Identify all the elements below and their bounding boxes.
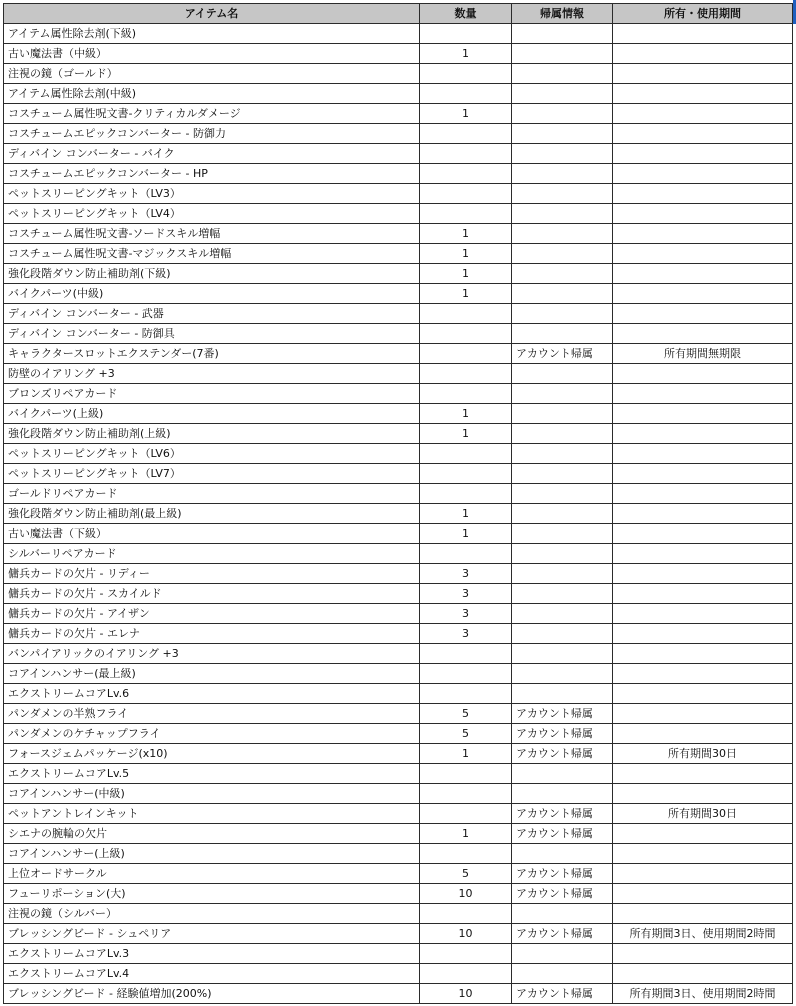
quantity-cell bbox=[420, 964, 512, 984]
item-name-cell: 上位オードサークル bbox=[4, 864, 420, 884]
binding-info-cell bbox=[512, 244, 613, 264]
ownership-period-cell bbox=[613, 784, 793, 804]
quantity-cell bbox=[420, 24, 512, 44]
table-header-row bbox=[4, 4, 793, 24]
quantity-cell: 5 bbox=[420, 704, 512, 724]
table-row bbox=[4, 504, 793, 524]
quantity-cell: 1 bbox=[420, 824, 512, 844]
quantity-cell bbox=[420, 384, 512, 404]
quantity-cell bbox=[420, 804, 512, 824]
binding-info-cell bbox=[512, 844, 613, 864]
item-name-cell: シルバーリペアカード bbox=[4, 544, 420, 564]
binding-info-cell bbox=[512, 364, 613, 384]
ownership-period-cell bbox=[613, 824, 793, 844]
quantity-cell bbox=[420, 84, 512, 104]
item-name-cell: 傭兵カードの欠片 - アイザン bbox=[4, 604, 420, 624]
item-name-cell: ペットスリーピングキット（LV7） bbox=[4, 464, 420, 484]
ownership-period-cell bbox=[613, 544, 793, 564]
binding-info-cell bbox=[512, 64, 613, 84]
ownership-period-cell bbox=[613, 364, 793, 384]
binding-info-cell: アカウント帰属 bbox=[512, 744, 613, 764]
quantity-cell: 1 bbox=[420, 744, 512, 764]
item-name-cell: コアインハンサー(最上級) bbox=[4, 664, 420, 684]
table-row bbox=[4, 844, 793, 864]
ownership-period-cell bbox=[613, 144, 793, 164]
table-row bbox=[4, 484, 793, 504]
quantity-cell bbox=[420, 904, 512, 924]
ownership-period-cell bbox=[613, 764, 793, 784]
item-name-cell: ディバイン コンバーター - バイク bbox=[4, 144, 420, 164]
item-name-cell: ペットスリーピングキット（LV3） bbox=[4, 184, 420, 204]
ownership-period-cell bbox=[613, 224, 793, 244]
binding-info-cell: アカウント帰属 bbox=[512, 884, 613, 904]
ownership-period-cell: 所有期間30日 bbox=[613, 744, 793, 764]
binding-info-cell bbox=[512, 964, 613, 984]
ownership-period-cell bbox=[613, 44, 793, 64]
quantity-cell bbox=[420, 124, 512, 144]
item-name-cell: ディバイン コンバーター - 武器 bbox=[4, 304, 420, 324]
quantity-cell: 5 bbox=[420, 724, 512, 744]
item-name-cell: ゴールドリペアカード bbox=[4, 484, 420, 504]
quantity-cell bbox=[420, 484, 512, 504]
binding-info-cell bbox=[512, 84, 613, 104]
ownership-period-cell bbox=[613, 644, 793, 664]
ownership-period-cell bbox=[613, 584, 793, 604]
quantity-cell bbox=[420, 444, 512, 464]
ownership-period-cell bbox=[613, 524, 793, 544]
ownership-period-cell: 所有期間3日、使用期間2時間 bbox=[613, 984, 793, 1004]
item-name-cell: コスチュームエピックコンバーター - 防御力 bbox=[4, 124, 420, 144]
ownership-period-cell bbox=[613, 264, 793, 284]
binding-info-cell bbox=[512, 324, 613, 344]
item-name-cell: アイテム属性除去剤(中級) bbox=[4, 84, 420, 104]
ownership-period-cell bbox=[613, 904, 793, 924]
table-row bbox=[4, 144, 793, 164]
item-name-cell: フューリポーション(大) bbox=[4, 884, 420, 904]
quantity-cell bbox=[420, 944, 512, 964]
quantity-cell: 3 bbox=[420, 584, 512, 604]
quantity-cell bbox=[420, 204, 512, 224]
ownership-period-cell bbox=[613, 964, 793, 984]
table-row bbox=[4, 904, 793, 924]
binding-info-cell bbox=[512, 184, 613, 204]
quantity-cell bbox=[420, 164, 512, 184]
table-row bbox=[4, 964, 793, 984]
ownership-period-cell bbox=[613, 324, 793, 344]
binding-info-cell bbox=[512, 124, 613, 144]
item-name-cell: 防壁のイアリング +3 bbox=[4, 364, 420, 384]
quantity-cell bbox=[420, 344, 512, 364]
ownership-period-cell bbox=[613, 604, 793, 624]
table-row bbox=[4, 944, 793, 964]
table-row bbox=[4, 984, 793, 1004]
table-row bbox=[4, 684, 793, 704]
item-name-cell: 強化段階ダウン防止補助剤(最上級) bbox=[4, 504, 420, 524]
binding-info-cell bbox=[512, 204, 613, 224]
quantity-cell bbox=[420, 684, 512, 704]
item-name-cell: エクストリームコアLv.4 bbox=[4, 964, 420, 984]
table-row bbox=[4, 464, 793, 484]
ownership-period-cell bbox=[613, 884, 793, 904]
binding-info-cell bbox=[512, 384, 613, 404]
binding-info-cell bbox=[512, 24, 613, 44]
header-ownership-period: 所有・使用期間 bbox=[613, 4, 793, 24]
quantity-cell: 1 bbox=[420, 284, 512, 304]
quantity-cell: 3 bbox=[420, 604, 512, 624]
table-row bbox=[4, 364, 793, 384]
ownership-period-cell bbox=[613, 124, 793, 144]
binding-info-cell bbox=[512, 944, 613, 964]
binding-info-cell bbox=[512, 284, 613, 304]
quantity-cell bbox=[420, 64, 512, 84]
item-name-cell: コスチューム属性呪文書-マジックスキル増幅 bbox=[4, 244, 420, 264]
table-row bbox=[4, 84, 793, 104]
item-name-cell: シエナの腕輪の欠片 bbox=[4, 824, 420, 844]
item-name-cell: コアインハンサー(中級) bbox=[4, 784, 420, 804]
table-row bbox=[4, 204, 793, 224]
ownership-period-cell bbox=[613, 944, 793, 964]
item-name-cell: 傭兵カードの欠片 - リディー bbox=[4, 564, 420, 584]
item-name-cell: バイクパーツ(中級) bbox=[4, 284, 420, 304]
binding-info-cell bbox=[512, 164, 613, 184]
item-name-cell: パンダメンのケチャップフライ bbox=[4, 724, 420, 744]
quantity-cell: 1 bbox=[420, 224, 512, 244]
table-row bbox=[4, 544, 793, 564]
table-row bbox=[4, 124, 793, 144]
item-name-cell: バンパイアリックのイアリング +3 bbox=[4, 644, 420, 664]
quantity-cell: 10 bbox=[420, 924, 512, 944]
header-item-name: アイテム名 bbox=[4, 4, 420, 24]
table-row bbox=[4, 284, 793, 304]
binding-info-cell: アカウント帰属 bbox=[512, 704, 613, 724]
ownership-period-cell bbox=[613, 464, 793, 484]
quantity-cell bbox=[420, 324, 512, 344]
table-row bbox=[4, 884, 793, 904]
item-name-cell: 傭兵カードの欠片 - エレナ bbox=[4, 624, 420, 644]
binding-info-cell: アカウント帰属 bbox=[512, 344, 613, 364]
item-name-cell: バイクパーツ(上級) bbox=[4, 404, 420, 424]
table-row bbox=[4, 424, 793, 444]
table-row bbox=[4, 804, 793, 824]
table-row bbox=[4, 784, 793, 804]
binding-info-cell bbox=[512, 764, 613, 784]
ownership-period-cell bbox=[613, 704, 793, 724]
table-row bbox=[4, 664, 793, 684]
quantity-cell bbox=[420, 764, 512, 784]
quantity-cell: 1 bbox=[420, 504, 512, 524]
item-table-body bbox=[4, 24, 793, 1004]
item-name-cell: ペットスリーピングキット（LV6） bbox=[4, 444, 420, 464]
binding-info-cell bbox=[512, 504, 613, 524]
binding-info-cell: アカウント帰属 bbox=[512, 804, 613, 824]
item-name-cell: 傭兵カードの欠片 - スカイルド bbox=[4, 584, 420, 604]
ownership-period-cell bbox=[613, 424, 793, 444]
item-name-cell: ブレッシングビード - シュペリア bbox=[4, 924, 420, 944]
item-name-cell: 注視の鏡（ゴールド） bbox=[4, 64, 420, 84]
quantity-cell: 10 bbox=[420, 884, 512, 904]
table-row bbox=[4, 724, 793, 744]
table-row bbox=[4, 264, 793, 284]
quantity-cell: 1 bbox=[420, 44, 512, 64]
binding-info-cell bbox=[512, 444, 613, 464]
binding-info-cell bbox=[512, 104, 613, 124]
binding-info-cell bbox=[512, 264, 613, 284]
binding-info-cell bbox=[512, 224, 613, 244]
binding-info-cell: アカウント帰属 bbox=[512, 864, 613, 884]
quantity-cell: 1 bbox=[420, 424, 512, 444]
item-name-cell: パンダメンの半熟フライ bbox=[4, 704, 420, 724]
ownership-period-cell bbox=[613, 404, 793, 424]
header-quantity: 数量 bbox=[420, 4, 512, 24]
ownership-period-cell bbox=[613, 184, 793, 204]
quantity-cell bbox=[420, 464, 512, 484]
binding-info-cell bbox=[512, 584, 613, 604]
quantity-cell: 5 bbox=[420, 864, 512, 884]
table-row bbox=[4, 704, 793, 724]
item-name-cell: コアインハンサー(上級) bbox=[4, 844, 420, 864]
item-name-cell: 注視の鏡（シルバー） bbox=[4, 904, 420, 924]
quantity-cell: 3 bbox=[420, 624, 512, 644]
ownership-period-cell bbox=[613, 384, 793, 404]
quantity-cell: 1 bbox=[420, 524, 512, 544]
table-row bbox=[4, 24, 793, 44]
binding-info-cell bbox=[512, 404, 613, 424]
table-row bbox=[4, 164, 793, 184]
quantity-cell bbox=[420, 644, 512, 664]
quantity-cell bbox=[420, 784, 512, 804]
item-name-cell: ブロンズリペアカード bbox=[4, 384, 420, 404]
table-row bbox=[4, 324, 793, 344]
binding-info-cell bbox=[512, 524, 613, 544]
ownership-period-cell bbox=[613, 24, 793, 44]
header-binding-info: 帰属情報 bbox=[512, 4, 613, 24]
table-row bbox=[4, 224, 793, 244]
table-row bbox=[4, 864, 793, 884]
ownership-period-cell bbox=[613, 664, 793, 684]
binding-info-cell bbox=[512, 484, 613, 504]
binding-info-cell bbox=[512, 784, 613, 804]
binding-info-cell bbox=[512, 564, 613, 584]
table-row bbox=[4, 104, 793, 124]
item-name-cell: 古い魔法書（下級） bbox=[4, 524, 420, 544]
binding-info-cell bbox=[512, 644, 613, 664]
table-row bbox=[4, 444, 793, 464]
quantity-cell: 3 bbox=[420, 564, 512, 584]
binding-info-cell bbox=[512, 544, 613, 564]
item-name-cell: エクストリームコアLv.5 bbox=[4, 764, 420, 784]
binding-info-cell: アカウント帰属 bbox=[512, 924, 613, 944]
quantity-cell: 1 bbox=[420, 264, 512, 284]
binding-info-cell bbox=[512, 624, 613, 644]
table-row bbox=[4, 524, 793, 544]
item-name-cell: キャラクタースロットエクステンダー(7番) bbox=[4, 344, 420, 364]
quantity-cell bbox=[420, 144, 512, 164]
table-row bbox=[4, 244, 793, 264]
ownership-period-cell: 所有期間3日、使用期間2時間 bbox=[613, 924, 793, 944]
table-row bbox=[4, 764, 793, 784]
binding-info-cell bbox=[512, 144, 613, 164]
table-row bbox=[4, 744, 793, 764]
binding-info-cell bbox=[512, 604, 613, 624]
item-name-cell: ペットアントレインキット bbox=[4, 804, 420, 824]
table-row bbox=[4, 584, 793, 604]
binding-info-cell: アカウント帰属 bbox=[512, 724, 613, 744]
item-table bbox=[3, 3, 793, 1004]
quantity-cell bbox=[420, 664, 512, 684]
ownership-period-cell bbox=[613, 104, 793, 124]
binding-info-cell bbox=[512, 684, 613, 704]
binding-info-cell bbox=[512, 904, 613, 924]
ownership-period-cell bbox=[613, 844, 793, 864]
item-name-cell: 古い魔法書（中級） bbox=[4, 44, 420, 64]
ownership-period-cell bbox=[613, 864, 793, 884]
ownership-period-cell bbox=[613, 84, 793, 104]
ownership-period-cell bbox=[613, 284, 793, 304]
quantity-cell: 10 bbox=[420, 984, 512, 1004]
table-row bbox=[4, 624, 793, 644]
table-row bbox=[4, 344, 793, 364]
binding-info-cell: アカウント帰属 bbox=[512, 984, 613, 1004]
item-name-cell: フォースジェムパッケージ(x10) bbox=[4, 744, 420, 764]
table-row bbox=[4, 604, 793, 624]
quantity-cell bbox=[420, 364, 512, 384]
quantity-cell bbox=[420, 544, 512, 564]
ownership-period-cell bbox=[613, 624, 793, 644]
quantity-cell: 1 bbox=[420, 104, 512, 124]
binding-info-cell bbox=[512, 464, 613, 484]
quantity-cell bbox=[420, 184, 512, 204]
table-row bbox=[4, 304, 793, 324]
table-row bbox=[4, 924, 793, 944]
table-row bbox=[4, 184, 793, 204]
ownership-period-cell bbox=[613, 684, 793, 704]
ownership-period-cell bbox=[613, 304, 793, 324]
ownership-period-cell bbox=[613, 444, 793, 464]
item-name-cell: アイテム属性除去剤(下級) bbox=[4, 24, 420, 44]
ownership-period-cell bbox=[613, 724, 793, 744]
item-name-cell: エクストリームコアLv.6 bbox=[4, 684, 420, 704]
ownership-period-cell bbox=[613, 484, 793, 504]
binding-info-cell bbox=[512, 424, 613, 444]
ownership-period-cell bbox=[613, 504, 793, 524]
table-row bbox=[4, 564, 793, 584]
table-row bbox=[4, 824, 793, 844]
item-name-cell: ペットスリーピングキット（LV4） bbox=[4, 204, 420, 224]
table-row bbox=[4, 384, 793, 404]
item-name-cell: コスチューム属性呪文書-ソードスキル増幅 bbox=[4, 224, 420, 244]
binding-info-cell bbox=[512, 44, 613, 64]
item-name-cell: コスチューム属性呪文書-クリティカルダメージ bbox=[4, 104, 420, 124]
item-name-cell: 強化段階ダウン防止補助剤(上級) bbox=[4, 424, 420, 444]
binding-info-cell bbox=[512, 304, 613, 324]
item-name-cell: 強化段階ダウン防止補助剤(下級) bbox=[4, 264, 420, 284]
ownership-period-cell bbox=[613, 64, 793, 84]
binding-info-cell bbox=[512, 664, 613, 684]
table-row bbox=[4, 644, 793, 664]
ownership-period-cell: 所有期間30日 bbox=[613, 804, 793, 824]
item-name-cell: ディバイン コンバーター - 防御具 bbox=[4, 324, 420, 344]
item-name-cell: コスチュームエピックコンバーター - HP bbox=[4, 164, 420, 184]
table-row bbox=[4, 64, 793, 84]
ownership-period-cell bbox=[613, 564, 793, 584]
item-name-cell: エクストリームコアLv.3 bbox=[4, 944, 420, 964]
quantity-cell: 1 bbox=[420, 404, 512, 424]
table-row bbox=[4, 44, 793, 64]
ownership-period-cell: 所有期間無期限 bbox=[613, 344, 793, 364]
binding-info-cell: アカウント帰属 bbox=[512, 824, 613, 844]
quantity-cell bbox=[420, 844, 512, 864]
table-row bbox=[4, 404, 793, 424]
ownership-period-cell bbox=[613, 244, 793, 264]
quantity-cell bbox=[420, 304, 512, 324]
quantity-cell: 1 bbox=[420, 244, 512, 264]
item-name-cell: ブレッシングビード - 経験値増加(200%) bbox=[4, 984, 420, 1004]
ownership-period-cell bbox=[613, 164, 793, 184]
ownership-period-cell bbox=[613, 204, 793, 224]
